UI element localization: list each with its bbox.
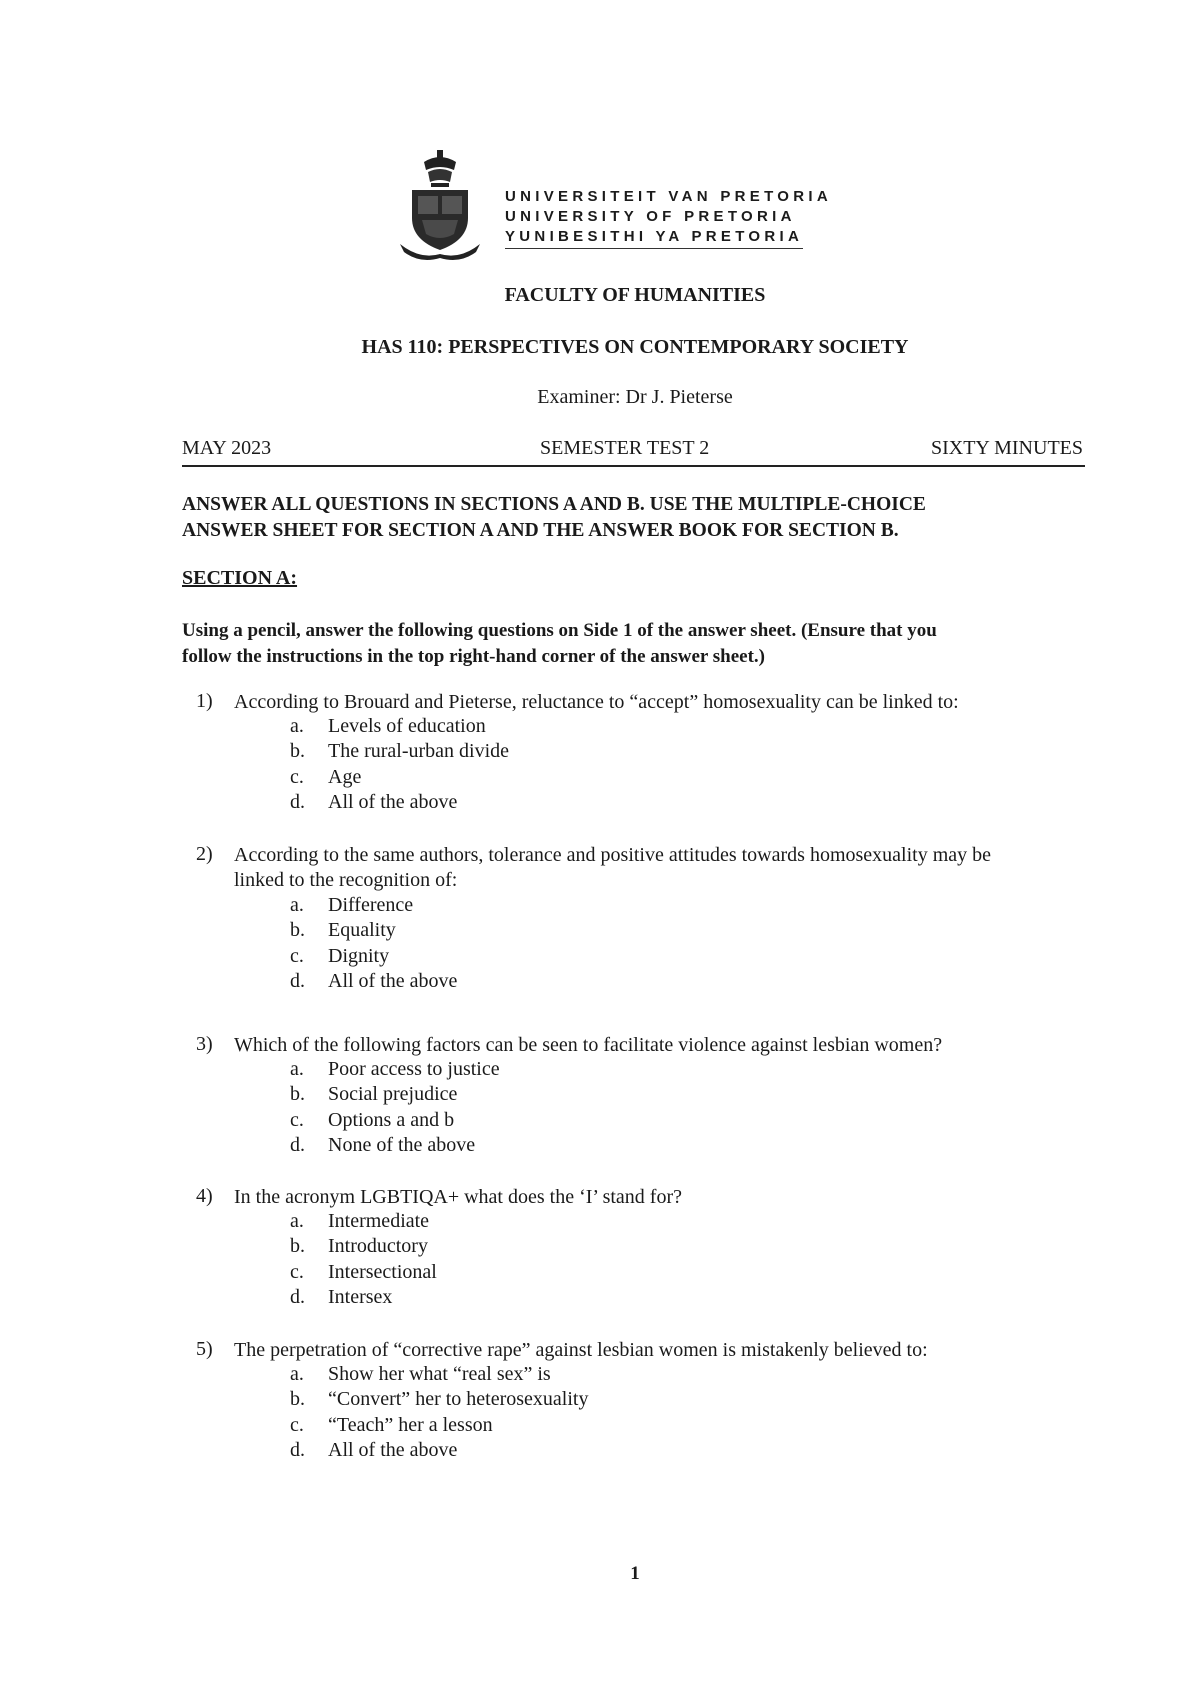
option-letter: d. — [290, 969, 305, 992]
general-instructions — [182, 492, 1082, 544]
option-letter: c. — [290, 765, 304, 788]
option-text: The rural-urban divide — [328, 740, 510, 763]
option-text: All of the above — [328, 790, 458, 813]
option-letter: c. — [290, 1413, 304, 1436]
option-text: Show her what “real sex” is — [328, 1363, 551, 1385]
option-letter: b. — [290, 919, 305, 942]
option-text: None of the above — [328, 1133, 476, 1156]
examiner-line: Examiner: Dr J. Pieterse — [537, 386, 733, 408]
question-number: 1) — [196, 690, 213, 712]
question-line: According to the same authors, tolerance and positive attitudes towards homosexuality may be — [234, 844, 992, 866]
test-duration: SIXTY MINUTES — [930, 437, 1083, 459]
question-text — [234, 1338, 1094, 1363]
question-text — [234, 1185, 1094, 1210]
option-letter: b. — [290, 1083, 305, 1106]
option-letter: a. — [290, 715, 304, 737]
university-name-english: UNIVERSITY OF PRETORIA — [505, 208, 796, 225]
option-text: Intersex — [328, 1285, 393, 1308]
university-name-afrikaans: UNIVERSITEIT VAN PRETORIA — [505, 188, 832, 205]
instruction-line: Using a pencil, answer the following questions on Side 1 of the answer sheet. (Ensure that you — [182, 620, 937, 641]
question-line: According to Brouard and Pieterse, reluctance to “accept” homosexuality can be linked to: — [234, 691, 959, 713]
question-text — [234, 843, 1094, 893]
option-letter: a. — [290, 1058, 304, 1080]
instruction-line: ANSWER SHEET FOR SECTION A AND THE ANSWER BOOK FOR SECTION B. — [182, 520, 899, 541]
option-text: “Convert” her to heterosexuality — [328, 1388, 589, 1411]
option-letter: d. — [290, 1438, 305, 1461]
test-name: SEMESTER TEST 2 — [540, 437, 710, 459]
question-line: In the acronym LGBTIQA+ what does the ‘I’ stand for? — [234, 1186, 682, 1208]
option-letter: d. — [290, 1133, 305, 1156]
option-letter: b. — [290, 740, 305, 763]
option-letter: b. — [290, 1235, 305, 1258]
option-text: Options a and b — [328, 1108, 455, 1131]
instruction-line: ANSWER ALL QUESTIONS IN SECTIONS A AND B. USE THE MULTIPLE-CHOICE — [182, 494, 926, 515]
question-text — [234, 690, 1094, 715]
university-names — [505, 187, 865, 249]
option-text: Levels of education — [328, 715, 486, 737]
question-text — [234, 1033, 1094, 1058]
option-letter: d. — [290, 790, 305, 813]
option-text: Equality — [328, 919, 396, 942]
option-letter: c. — [290, 1108, 304, 1131]
test-meta-row — [182, 437, 1085, 467]
test-date: MAY 2023 — [182, 437, 272, 459]
option-letter: a. — [290, 894, 304, 916]
option-text: Intermediate — [328, 1210, 430, 1232]
option-letter: c. — [290, 944, 304, 967]
option-text: All of the above — [328, 969, 458, 992]
option-letter: b. — [290, 1388, 305, 1411]
instruction-line: follow the instructions in the top right-hand corner of the answer sheet.) — [182, 646, 765, 667]
question-number: 5) — [196, 1338, 213, 1360]
option-text: Introductory — [328, 1235, 428, 1258]
option-letter: d. — [290, 1285, 305, 1308]
option-letter: a. — [290, 1363, 304, 1385]
option-text: Intersectional — [328, 1260, 437, 1283]
option-text: Age — [328, 765, 362, 788]
faculty-heading: FACULTY OF HUMANITIES — [504, 284, 766, 306]
question-line: The perpetration of “corrective rape” against lesbian women is mistakenly believed to: — [234, 1339, 928, 1361]
option-text: Poor access to justice — [328, 1058, 500, 1080]
question-number: 2) — [196, 843, 213, 865]
university-crest-icon — [400, 148, 480, 260]
option-letter: a. — [290, 1210, 304, 1232]
question-line: Which of the following factors can be seen to facilitate violence against lesbian women? — [234, 1034, 943, 1056]
option-text: Difference — [328, 894, 414, 916]
option-letter: c. — [290, 1260, 304, 1283]
option-text: Social prejudice — [328, 1083, 458, 1106]
course-heading: HAS 110: PERSPECTIVES ON CONTEMPORARY SOCIETY — [361, 336, 909, 358]
question-line: linked to the recognition of: — [234, 869, 458, 891]
question-number: 4) — [196, 1185, 213, 1207]
section-title: SECTION A: — [182, 567, 298, 589]
pencil-instructions — [182, 618, 1092, 670]
university-name-sepedi: YUNIBESITHI YA PRETORIA — [505, 227, 803, 249]
question-number: 3) — [196, 1033, 213, 1055]
option-text: “Teach” her a lesson — [328, 1413, 493, 1436]
option-text: Dignity — [328, 944, 390, 967]
option-text: All of the above — [328, 1438, 458, 1461]
page-number: 1 — [630, 1563, 640, 1584]
